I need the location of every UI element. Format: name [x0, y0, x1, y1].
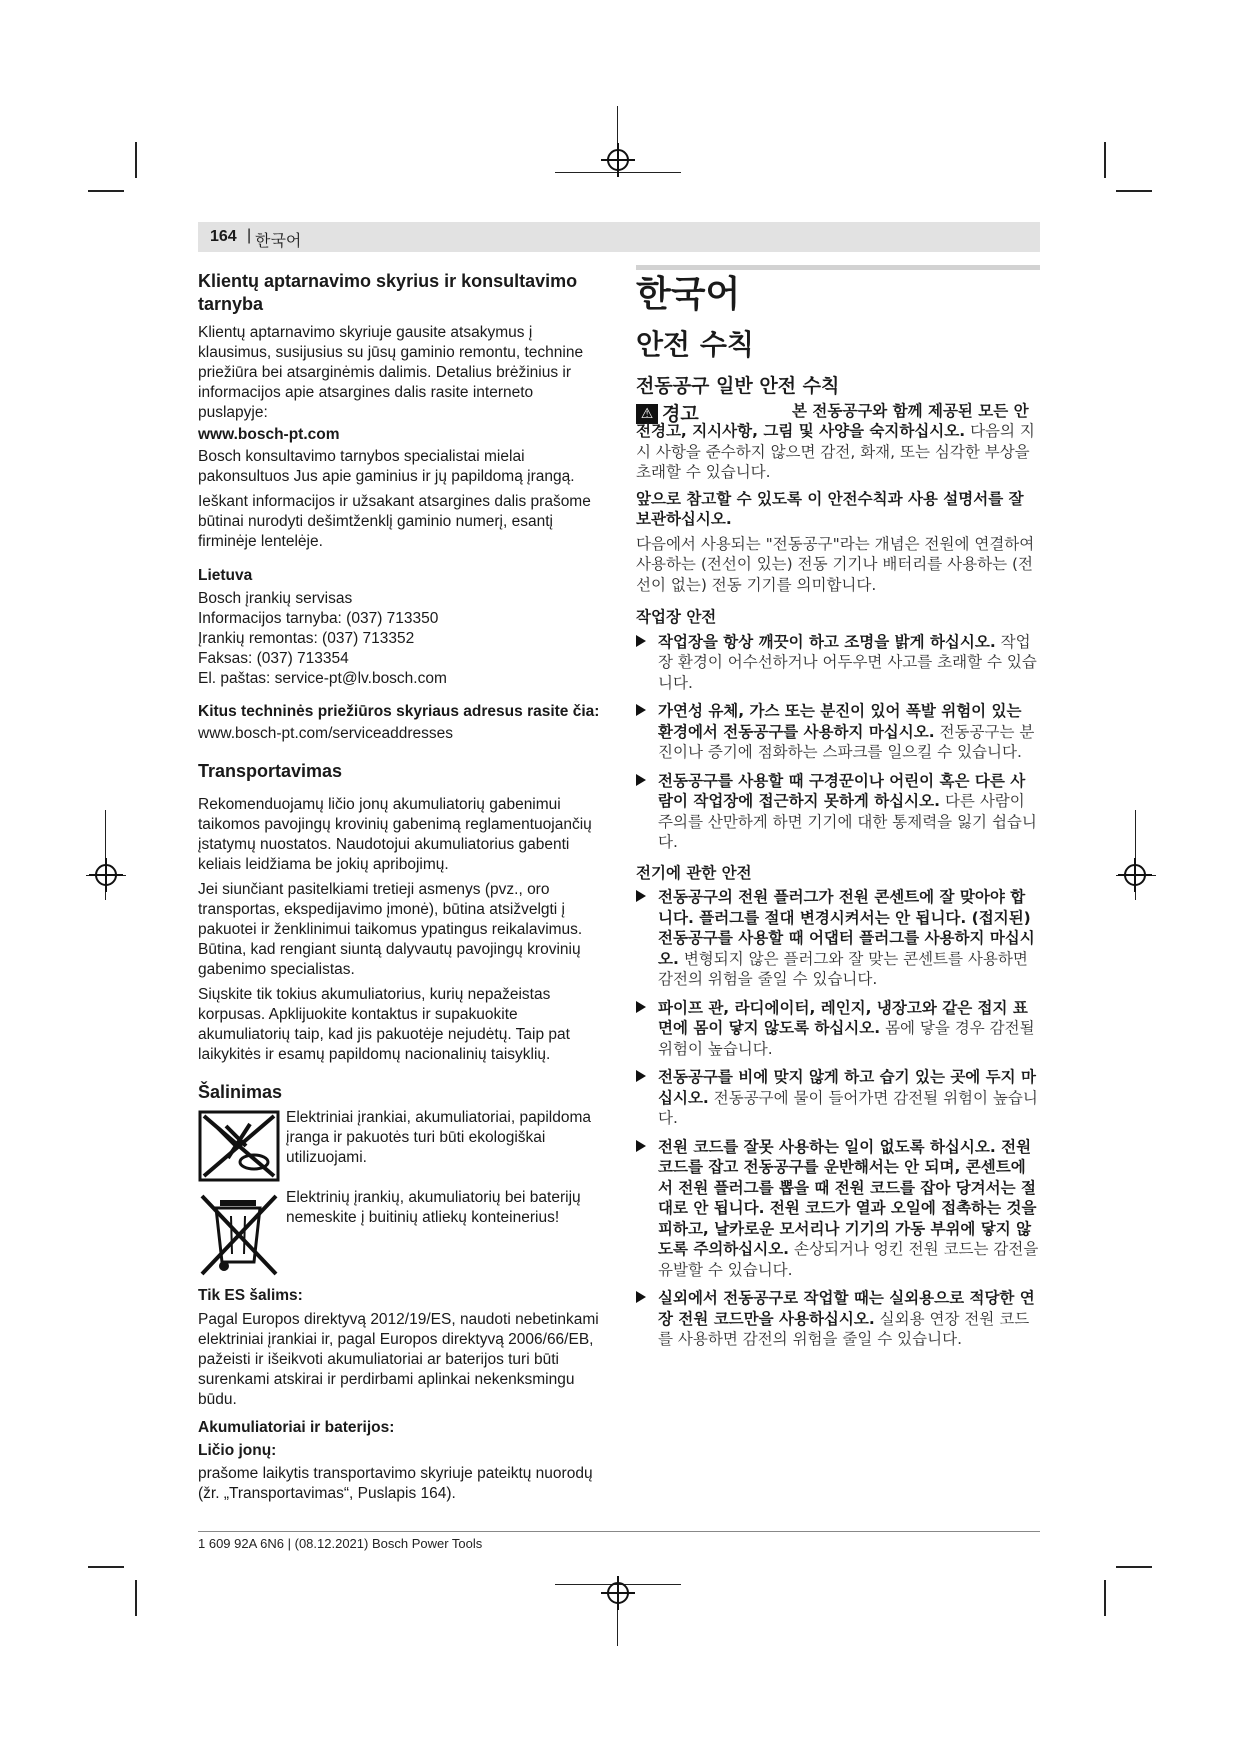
contact-line[interactable]: El. paštas: service-pt@lv.bosch.com — [198, 670, 447, 687]
bullet-triangle-icon — [636, 1001, 646, 1013]
crop-mark — [1116, 190, 1152, 192]
list-item — [636, 1067, 1040, 1129]
item-bold: 전원 코드를 잘못 사용하는 일이 없도록 하십시오. 전원 코드를 잡고 전동공구를 운반해서는 안 되며, 콘센트에서 전원 플러그를 뽑을 때 전원 코드를 잡아 당겨서는 절대로 안 됩니다. 전원 코드가 열과 오일에 접촉하는 것을 피하고, 날카로운 모서리나 기기의 가동 부위에 닿지 않도록 주의하십시오. — [658, 1137, 1037, 1258]
item-normal: 전동공구는 분진이나 증기에 점화하는 스파크를 일으킬 수 있습니다. — [658, 722, 1035, 761]
page-number: 164 — [210, 228, 237, 245]
bullet-triangle-icon — [636, 890, 646, 902]
left-column — [198, 270, 603, 1509]
warning-normal: 다음의 지시 사항을 준수하지 않으면 감전, 화재, 또는 심각한 부상을 초래할 수 있습니다. — [636, 422, 1035, 481]
transport-paragraph: Siųskite tik tokius akumuliatorius, kurių nepažeistas korpusas. Apklijuokite kontaktus ir supakuokite akumuliatorių taip, kad jis pakuotėje nejudėtų. Taip pat laikykitės ir esamų papildomų nacionalinių taisyklių. — [198, 986, 570, 1063]
contact-line: Įrankių remontas: (037) 713352 — [198, 630, 415, 647]
bullet-triangle-icon — [636, 1291, 646, 1303]
registration-mark — [95, 864, 117, 886]
item-bold: 전동공구의 전원 플러그가 전원 콘센트에 잘 맞아야 합니다. 플러그를 절대 변경시켜서는 안 됩니다. (접지된) 전동공구를 사용할 때 어댑터 플러그를 사용하지 마십시오. — [658, 888, 1035, 968]
contact-line: Bosch įrankių servisas — [198, 590, 353, 607]
eu-paragraph: Pagal Europos direktyvą 2012/19/ES, naudoti nebetinkami elektriniai įrankiai ir, pagal Europos direktyvą 2006/66/EB, pažeisti ir išeikvoti akumuliatoriai ar baterijos turi būti surenkami atskirai ir perdirbami aplinkai nekenksmingu būdu. — [198, 1311, 599, 1408]
item-bold: 파이프 관, 라디에이터, 레인지, 냉장고와 같은 접지 표면에 몸이 닿지 않도록 하십시오. — [658, 998, 1028, 1037]
item-normal: 작업장 환경이 어수선하거나 어두우면 사고를 초래할 수 있습니다. — [658, 632, 1037, 692]
disposal-heading: Šalinimas — [198, 1082, 283, 1102]
bullet-triangle-icon — [636, 774, 646, 786]
liion-paragraph: prašome laikytis transportavimo skyriuje pateiktų nuorodų (žr. „Transportavimas“, Puslapis 164). — [198, 1465, 593, 1502]
keep-instructions: 앞으로 참고할 수 있도록 이 안전수칙과 사용 설명서를 잘 보관하십시오. — [636, 489, 1024, 528]
bullet-triangle-icon — [636, 1070, 646, 1082]
service-paragraph: Bosch konsultavimo tarnybos specialistai mielai pakonsultuos Jus apie gaminius ir jų papildomą įrangą. — [198, 448, 575, 485]
item-normal: 손상되거나 엉킨 전원 코드는 감전을 유발할 수 있습니다. — [658, 1240, 1039, 1279]
list-item — [636, 1288, 1040, 1350]
registration-mark — [607, 1582, 629, 1604]
crop-mark — [88, 190, 124, 192]
transport-paragraph: Rekomenduojamų ličio jonų akumuliatorių gabenimui taikomos pavojingų krovinių gabenimą reglamentuojančių įstatymų nuostatos. Naudotojui akumuliatorius gabenti keliais leidžiama be jokių apribojimų. — [198, 796, 592, 873]
crop-mark — [1104, 142, 1106, 178]
bullet-triangle-icon — [636, 704, 646, 716]
item-bold: 실외에서 전동공구로 작업할 때는 실외용으로 적당한 연장 전원 코드만을 사용하십시오. — [658, 1289, 1035, 1328]
crop-mark — [135, 1580, 137, 1616]
bullet-triangle-icon — [636, 1140, 646, 1152]
item-normal: 변형되지 않은 플러그와 잘 맞는 콘센트를 사용하면 감전의 위험을 줄일 수 있습니다. — [658, 949, 1028, 988]
list-item — [636, 632, 1040, 694]
list-item — [636, 887, 1040, 990]
item-normal: 전동공구에 물이 들어가면 감전될 위험이 높습니다. — [658, 1088, 1038, 1127]
list-item — [636, 771, 1040, 853]
service-heading: Klientų aptarnavimo skyrius ir konsultavimo tarnyba — [198, 271, 578, 314]
definition-paragraph: 다음에서 사용되는 "전동공구"라는 개념은 전원에 연결하여 사용하는 (전선이 있는) 전동 기기나 배터리를 사용하는 (전선이 없는) 전동 기기를 의미합니다. — [636, 534, 1035, 594]
item-bold: 가연성 유체, 가스 또는 분진이 있어 폭발 위험이 있는 환경에서 전동공구를 사용하지 마십시오. — [658, 702, 1022, 741]
page-footer: 1 609 92A 6N6 | (08.12.2021) Bosch Power Tools — [198, 1536, 483, 1551]
right-column — [636, 274, 1040, 1358]
crop-mark — [135, 142, 137, 178]
crop-mark — [1104, 1580, 1106, 1616]
liion-heading: Ličio jonų: — [198, 1442, 277, 1459]
item-bold: 전동공구를 비에 맞지 않게 하고 습기 있는 곳에 두지 마십시오. — [658, 1068, 1036, 1107]
section-top-rule — [636, 265, 1040, 270]
country-heading: Lietuva — [198, 567, 253, 584]
section-title: 안전 수칙 — [636, 328, 754, 361]
warning-triangle-icon: ⚠ — [636, 404, 658, 424]
general-safety-heading: 전동공구 일반 안전 수칙 — [636, 375, 840, 397]
crop-mark — [88, 1566, 124, 1568]
list-item — [636, 998, 1040, 1060]
header-language: 한국어 — [255, 233, 302, 250]
transport-paragraph: Jei siunčiant pasitelkiami tretieji asmenys (pvz., oro transportas, ekspedijavimo įmonė), būtina atsižvelgti į pakuotei ir ženklinimui taikomus ypatingus reikalavimus. Būtina, kad rengiant siuntą dalyvautų pavojingų krovinių gabenimo specialistas. — [198, 881, 583, 978]
registration-mark — [607, 149, 629, 171]
service-paragraph: Klientų aptarnavimo skyriuje gausite atsakymus į klausimus, susijusius su jūsų gaminio remontu, technine priežiūra bei atsarginėmis dalimis. Detalius brėžinius ir informacijos apie atsargines dalis rasite interneto puslapyje: — [198, 324, 584, 421]
page-header — [198, 222, 1040, 252]
item-bold: 전동공구를 사용할 때 구경꾼이나 어린이 혹은 다른 사람이 작업장에 접근하지 못하게 하십시오. — [658, 771, 1026, 810]
crossed-wheelie-bin-icon — [198, 1190, 280, 1282]
item-bold: 작업장을 항상 깨끗이 하고 조명을 밝게 하십시오. — [658, 632, 996, 651]
item-normal: 다른 사람이 주의를 산만하게 하면 기기에 대한 통제력을 잃기 쉽습니다. — [658, 792, 1037, 851]
page-title: 한국어 — [636, 274, 741, 315]
service-url[interactable]: www.bosch-pt.com — [198, 426, 340, 443]
item-normal: 실외용 연장 전원 코드를 사용하면 감전의 위험을 줄일 수 있습니다. — [658, 1309, 1030, 1348]
footer-rule — [198, 1531, 1040, 1532]
item-normal: 몸에 닿을 경우 감전될 위험이 높습니다. — [658, 1019, 1035, 1058]
disposal-paragraph: Elektrinių įrankių, akumuliatorių bei baterijų nemeskite į buitinių atliekų konteinerius! — [286, 1189, 581, 1226]
crossed-tool-bin-icon — [198, 1110, 280, 1188]
header-separator: | — [247, 227, 252, 244]
warning-label-text: 경고 — [662, 403, 699, 425]
list-item — [636, 701, 1040, 763]
workplace-heading: 작업장 안전 — [636, 608, 717, 626]
service-paragraph: Ieškant informacijos ir užsakant atsargines dalis prašome būtinai nurodyti dešimtženklį gaminio numerį, esantį firminėje lentelėje. — [198, 493, 591, 550]
crop-mark — [1116, 1566, 1152, 1568]
battery-heading: Akumuliatoriai ir baterijos: — [198, 1419, 395, 1436]
disposal-paragraph: Elektriniai įrankiai, akumuliatoriai, papildoma įranga ir pakuotės turi būti ekologiškai utilizuojami. — [286, 1109, 591, 1166]
contact-line: Faksas: (037) 713354 — [198, 650, 349, 667]
electrical-heading: 전기에 관한 안전 — [636, 863, 752, 882]
registration-mark — [1124, 864, 1146, 886]
contact-line: Informacijos tarnyba: (037) 713350 — [198, 610, 439, 627]
transport-heading: Transportavimas — [198, 761, 343, 781]
eu-heading: Tik ES šalims: — [198, 1287, 303, 1304]
bullet-triangle-icon — [636, 635, 646, 647]
other-service-heading: Kitus techninės priežiūros skyriaus adresus rasite čia: — [198, 703, 600, 720]
warning-bold: 본 전동공구와 함께 제공된 모든 안전경고, 지시사항, 그림 및 사양을 숙지하십시오. — [636, 401, 1029, 440]
other-service-url[interactable]: www.bosch-pt.com/serviceaddresses — [198, 725, 453, 742]
list-item — [636, 1137, 1040, 1281]
